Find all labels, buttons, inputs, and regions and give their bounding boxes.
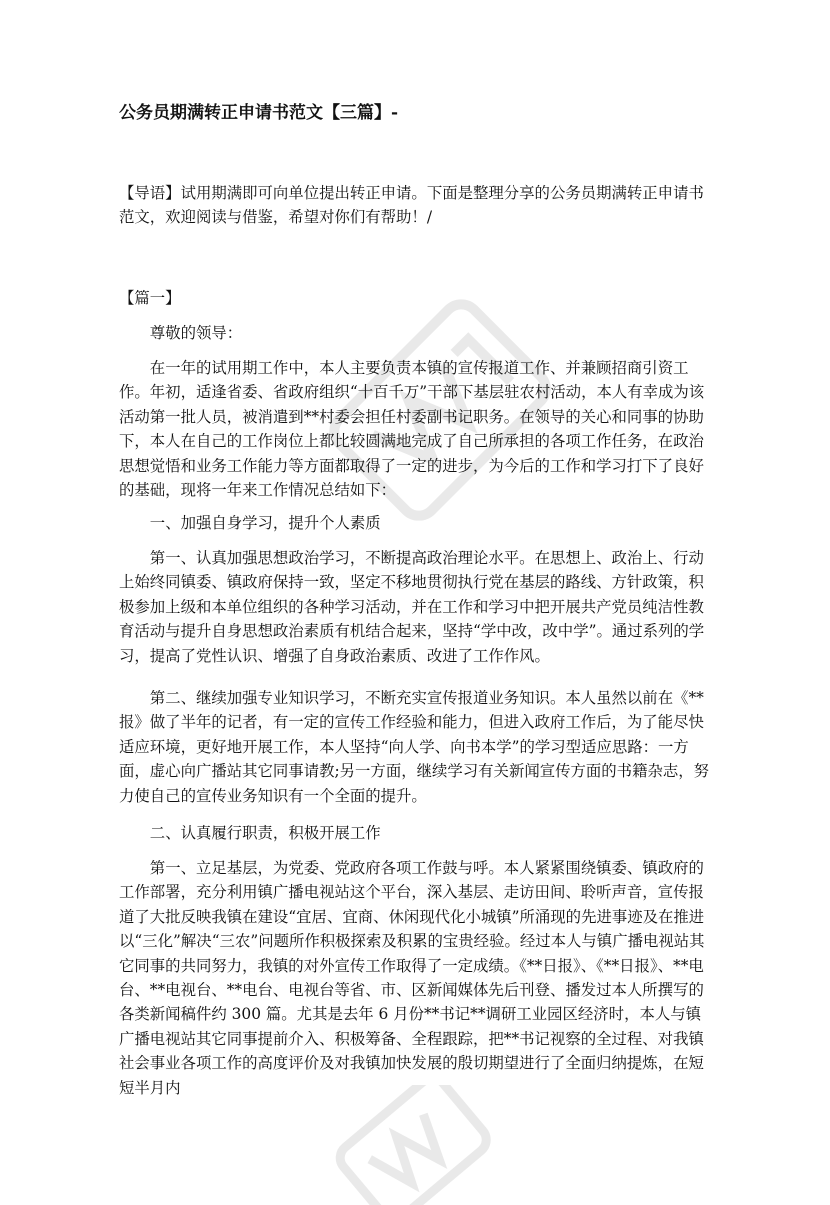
body-paragraph: 第二、继续加强专业知识学习，不断充实宣传报道业务知识。本人虽然以前在《**报》做了半年的记者，有一定的宣传工作经验和能力，但进入政府工作后，为了能尽快适应环境，更好地开展工作，本人坚持“向人学、向书本学”的学习型适应思路：一方面，虚心向广播站其它同事请教;另一方面，继续学习有关新闻宣传方面的书籍杂志，努力使自己的宣传业务知识有一个全面的提升。 — [119, 689, 710, 805]
watermark-logo — [315, 1085, 505, 1205]
body-paragraph: 在一年的试用期工作中，本人主要负责本镇的宣传报道工作、并兼顾招商引资工作。年初，适逢省委、省政府组织“十百千万”干部下基层驻农村活动，本人有幸成为该活动第一批人员，被消遣到**村委会担任村委副书记职务。在领导的关心和同事的协助下，本人在自己的工作岗位上都比较圆满地完成了自己所承担的各项工作任务，在政治思想觉悟和业务工作能力等方面都取得了一定的进步，为今后的工作和学习打下了良好的基础，现将一年来工作情况总结如下： — [119, 359, 705, 500]
intro-paragraph: 【导语】试用期满即可向单位提出转正申请。下面是整理分享的公务员期满转正申请书范文，欢迎阅读与借鉴，希望对你们有帮助！/ — [119, 184, 704, 227]
body-paragraph: 第一、认真加强思想政治学习，不断提高政治理论水平。在思想上、政治上、行动上始终同镇委、镇政府保持一致，坚定不移地贯彻执行党在基层的路线、方针政策，积极参加上级和本单位组织的各种学习活动，并在工作和学习中把开展共产党员纯洁性教育活动与提升自身思想政治素质有机结合起来，坚持“学中改，改中学”。通过系列的学习，提高了党性认识、增强了自身政治素质、改进了工作作风。 — [119, 549, 705, 665]
body-paragraph: 第一、立足基层，为党委、党政府各项工作鼓与呼。本人紧紧围绕镇委、镇政府的工作部署，充分利用镇广播电视站这个平台，深入基层、走访田间、聆听声音，宣传报道了大批反映我镇在建设“宜居、宜商、休闲现代化小城镇”所涌现的先进事迹及在推进以“三化”解决“三农”问题所作积极探索及积累的宝贵经验。经过本人与镇广播电视站其它同事的共同努力，我镇的对外宣传工作取得了一定成绩。《**日报》、《**日报》、**电台、**电视台、**电台、电视台等省、市、区新闻媒体先后刊登、播发过本人所撰写的各类新闻稿件约 300 篇。尤其是去年 6 月份**书记**调研工业园区经济时，本人与镇广播电视站其它同事提前介入、积极筹备、全程跟踪，把**书记视察的全过程、对我镇社会事业各项工作的高度评价及对我镇加快发展的殷切期望进行了全面归纳提炼，在短短半月内 — [119, 859, 705, 1097]
greeting: 尊敬的领导： — [149, 324, 243, 342]
section-label: 【篇一】 — [119, 289, 181, 307]
section-heading: 一、加强自身学习，提升个人素质 — [149, 514, 381, 532]
document-title: 公务员期满转正申请书范文【三篇】- — [119, 103, 399, 123]
section-heading: 二、认真履行职责，积极开展工作 — [149, 824, 381, 842]
